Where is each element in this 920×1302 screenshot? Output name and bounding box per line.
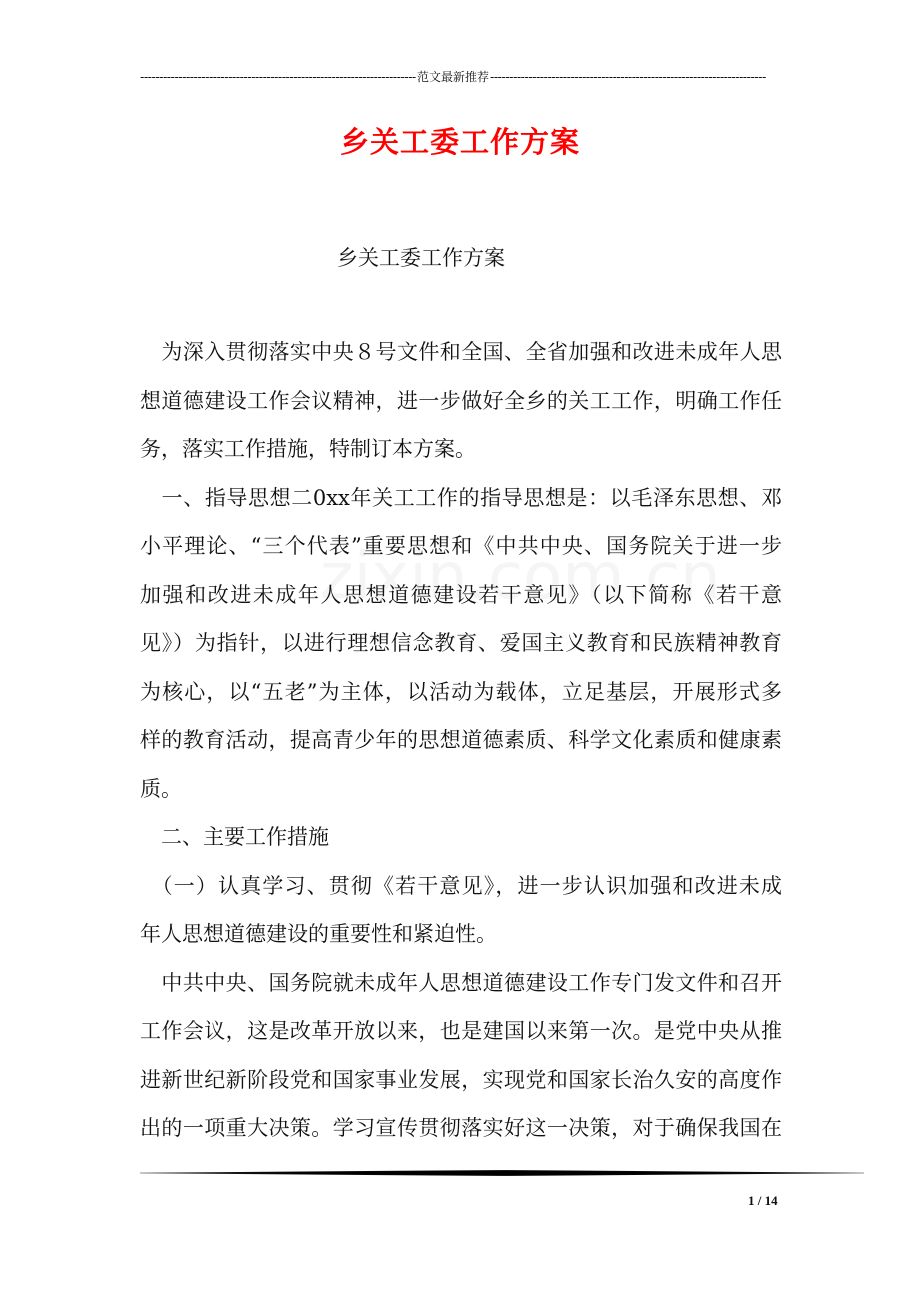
text-line: 见》）为指针，以进行理想信念教育、爱国主义教育和民族精神教育 <box>140 631 782 655</box>
text-line: 为深入贯彻落实中央８号文件和全国、全省加强和改进未成年人思 <box>140 340 782 364</box>
text-line: 质。 <box>140 776 182 801</box>
document-body <box>140 328 782 1153</box>
text-line: 务，落实工作措施，特制订本方案。 <box>140 437 476 461</box>
text-line: 年人思想道德建设的重要性和紧迫性。 <box>140 922 497 946</box>
text-line: 进新世纪新阶段党和国家事业发展，实现党和国家长治久安的高度作 <box>140 1067 782 1092</box>
header-label: 范文最新推荐 <box>417 70 490 84</box>
text-line: （一）认真学习、贯彻《若干意见》，进一步认识加强和改进未成 <box>140 873 782 898</box>
text-line: 想道德建设工作会议精神，进一步做好全乡的关工工作，明确工作任 <box>140 388 782 413</box>
header-dashes <box>140 70 416 84</box>
footer-divider <box>140 1170 864 1176</box>
document-title: 乡关工委工作方案 <box>339 125 580 159</box>
document-subtitle: 乡关工委工作方案 <box>337 246 505 270</box>
text-line: 工作会议，这是改革开放以来，也是建国以来第一次。是党中央从推 <box>140 1019 782 1043</box>
text-line: 中共中央、国务院就未成年人思想道德建设工作专门发文件和召开 <box>140 970 782 995</box>
text-line: 为核心，以“五老”为主体，以活动为载体，立足基层，开展形式多 <box>140 679 782 704</box>
page-number: 1 / 14 <box>748 1193 778 1208</box>
text-line: 出的一项重大决策。学习宣传贯彻落实好这一决策，对于确保我国在 <box>140 1116 782 1140</box>
text-line: 二、主要工作措施 <box>140 825 329 849</box>
text-line: 小平理论、“三个代表”重要思想和《中共中央、国务院关于进一步 <box>140 534 782 558</box>
text-line: 加强和改进未成年人思想道德建设若干意见》（以下简称《若干意 <box>140 582 782 607</box>
text-line: 一、指导思想二0xx年关工工作的指导思想是：以毛泽东思想、邓 <box>140 485 782 510</box>
page-header <box>140 68 766 85</box>
text-line: 样的教育活动，提高青少年的思想道德素质、科学文化素质和健康素 <box>140 728 782 752</box>
header-dashes <box>490 70 766 84</box>
